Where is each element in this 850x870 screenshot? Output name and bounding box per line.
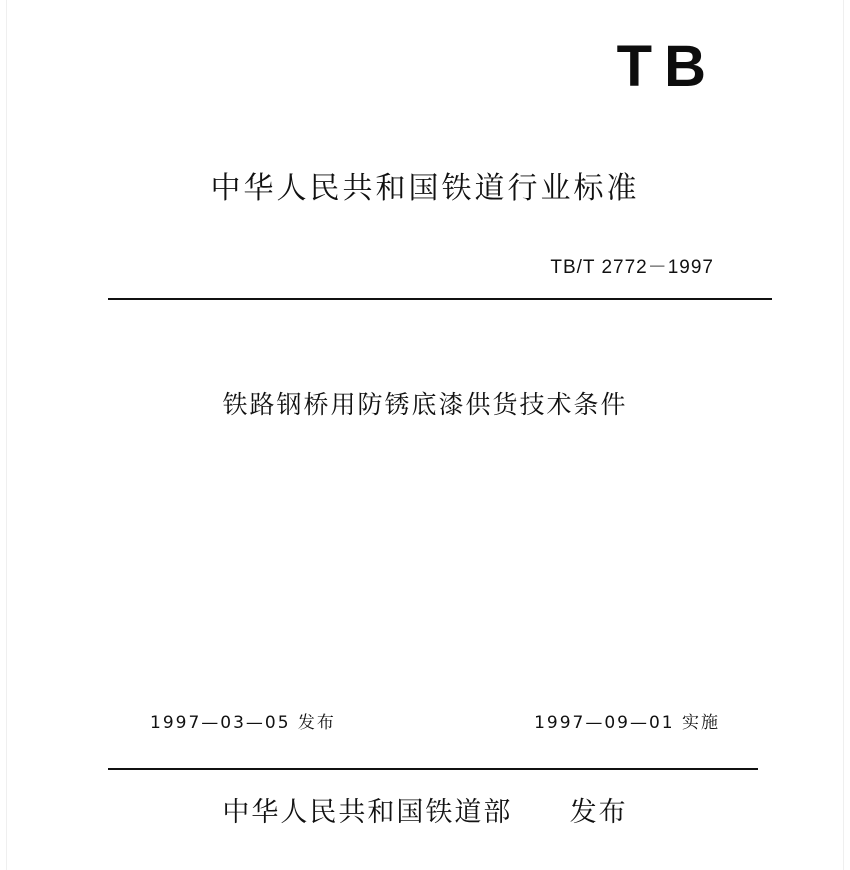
date-row — [150, 708, 720, 733]
standard-mark-tb: TB — [616, 34, 718, 99]
effective-date: 1997—09—01 实施 — [534, 713, 720, 733]
issuer-name: 中华人民共和国铁道部 — [222, 797, 513, 828]
standard-series-title: 中华人民共和国铁道行业标准 — [210, 171, 640, 206]
page-edge-right — [843, 0, 844, 870]
divider-bottom — [108, 768, 758, 770]
page-edge-left — [6, 0, 7, 870]
divider-top — [108, 298, 772, 300]
document-title: 铁路钢桥用防锈底漆供货技术条件 — [222, 390, 628, 419]
issue-date: 1997—03—05 发布 — [150, 713, 336, 733]
standard-number: TB/T 2772－1997 — [550, 257, 714, 278]
issuer-action: 发布 — [569, 797, 628, 828]
issuer-row — [0, 790, 850, 829]
